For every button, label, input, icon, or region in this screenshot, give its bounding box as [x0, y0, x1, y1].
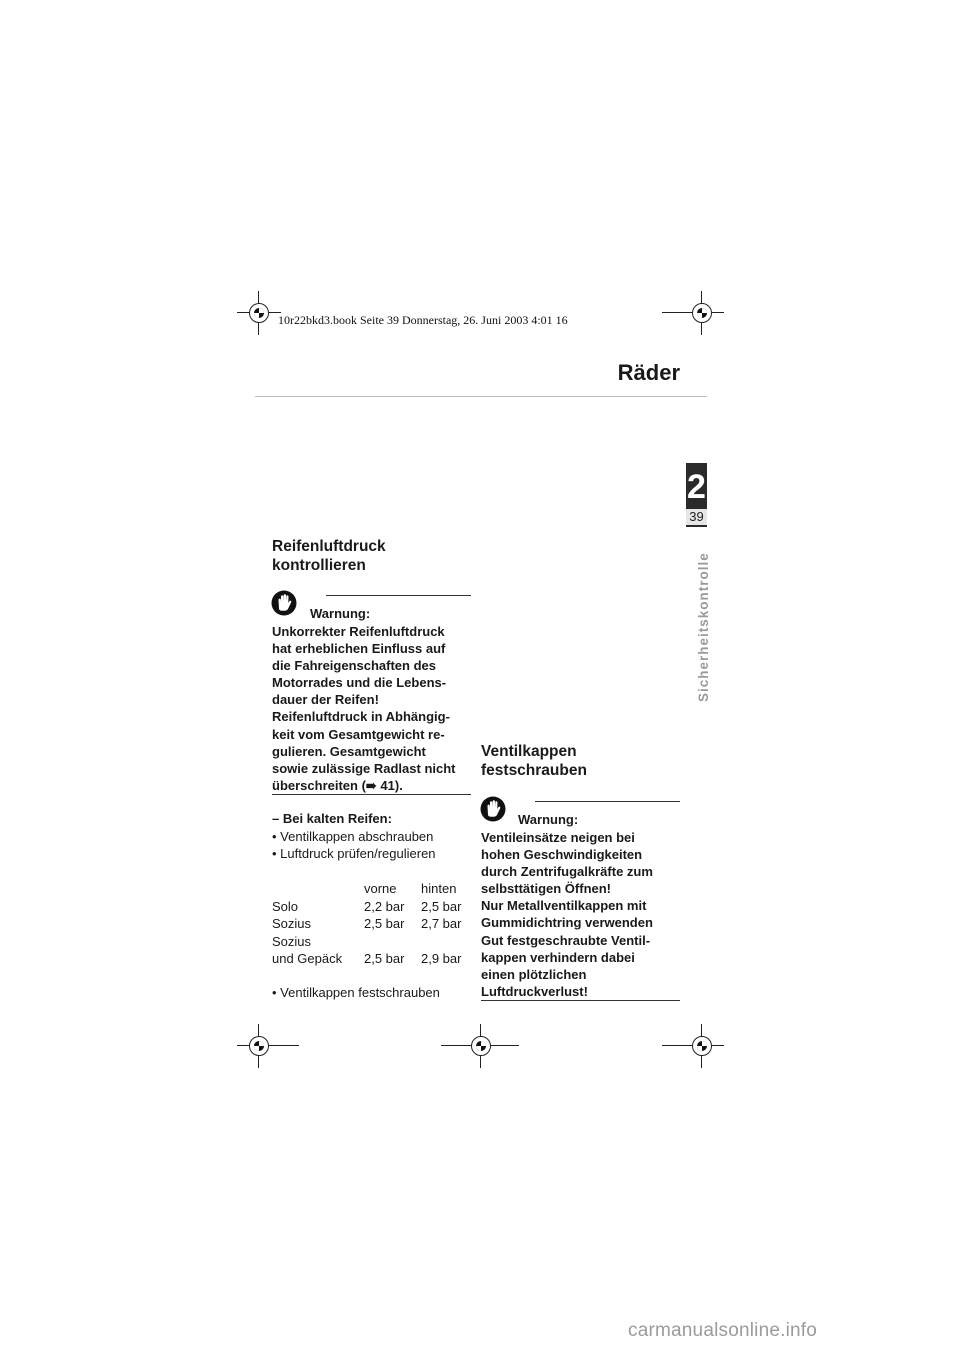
- warning-top-rule: [535, 801, 680, 802]
- registration-mark-icon: [459, 1024, 503, 1068]
- warning-line: Luftdruckverlust!: [481, 983, 588, 999]
- chapter-number: 2: [687, 468, 706, 506]
- table-cell: 2,9 bar: [421, 951, 462, 966]
- heading-line: kontrollieren: [272, 557, 366, 574]
- registration-line: 10r22bkd3.book Seite 39 Donnerstag, 26. Juni 2003 4:01 16: [278, 313, 568, 327]
- warning-line: durch Zentrifugalkräfte zum: [481, 864, 653, 880]
- warning-bottom-rule: [272, 794, 471, 795]
- crop-line: [662, 1045, 680, 1046]
- registration-mark-icon: [680, 291, 724, 335]
- warning-line: hat erheblichen Einfluss auf: [272, 641, 446, 657]
- warning-bottom-rule: [481, 1000, 680, 1001]
- warning-line: Unkorrekter Reifenluftdruck: [272, 624, 445, 639]
- crop-line: [441, 1045, 459, 1046]
- chapter-side-label: Sicherheitskontrolle: [696, 552, 711, 702]
- title-rule: [255, 396, 707, 397]
- warning-line: überschreiten (➠ 41).: [272, 777, 403, 793]
- crop-line: [281, 1045, 299, 1046]
- table-cell: und Gepäck: [272, 951, 343, 966]
- table-cell: Solo: [272, 898, 299, 914]
- warning-line: Ventileinsätze neigen bei: [481, 830, 635, 845]
- table-cell: 2,5 bar: [421, 898, 462, 914]
- heading-line: Reifenluftdruck: [272, 538, 386, 555]
- table-header-rear: hinten: [421, 881, 457, 896]
- cold-tyres-subheading: – Bei kalten Reifen:: [272, 811, 392, 826]
- warning-line: sowie zulässige Radlast nicht: [272, 760, 456, 776]
- warning-line: hohen Geschwindigkeiten: [481, 847, 643, 863]
- section-heading-tyre-pressure: [272, 537, 386, 575]
- step-item: • Luftdruck prüfen/regulieren: [272, 846, 436, 861]
- warning-line: kappen verhindern dabei: [481, 949, 635, 965]
- step-item: • Ventilkappen abschrauben: [272, 828, 434, 844]
- warning-label: Warnung:: [310, 606, 371, 621]
- warning-text-tyre-pressure: [272, 623, 456, 794]
- warning-line: Nur Metallventilkappen mit: [481, 898, 647, 914]
- table-cell: 2,2 bar: [364, 898, 405, 914]
- warning-line: einen plötzlichen: [481, 966, 587, 982]
- table-cell: 2,7 bar: [421, 916, 462, 931]
- warning-line: selbsttätigen Öffnen!: [481, 881, 612, 897]
- heading-line: Ventilkappen: [481, 743, 577, 760]
- registration-mark-icon: [237, 1024, 281, 1068]
- stop-hand-icon: [480, 795, 506, 823]
- heading-line: festschrauben: [481, 762, 587, 779]
- table-header-front: vorne: [364, 881, 397, 896]
- page-number: 39: [686, 509, 707, 525]
- warning-top-rule: [326, 595, 471, 596]
- section-heading-valve-caps: [481, 742, 587, 780]
- crop-line: [503, 1045, 519, 1046]
- warning-line: keit vom Gesamtgewicht re-: [272, 726, 445, 742]
- warning-line: Motorrades und die Lebens-: [272, 675, 447, 691]
- step-item: • Ventilkappen festschrauben: [272, 985, 440, 1000]
- warning-line: die Fahreigenschaften des: [272, 658, 436, 674]
- warning-line: Gummidichtring verwenden: [481, 915, 653, 931]
- warning-text-valve-caps: [481, 829, 653, 1000]
- table-cell: 2,5 bar: [364, 951, 405, 966]
- table-cell: Sozius: [272, 933, 312, 949]
- table-cell: Sozius: [272, 916, 312, 931]
- stop-hand-icon: [271, 589, 297, 617]
- warning-line: dauer der Reifen!: [272, 692, 379, 708]
- page-title: Räder: [617, 360, 680, 385]
- registration-mark-icon: [237, 291, 281, 335]
- warning-line: Gut festgeschraubte Ventil-: [481, 932, 651, 948]
- registration-mark-icon: [680, 1024, 724, 1068]
- warning-label: Warnung:: [518, 812, 579, 827]
- instructions-cold-tyres: [272, 810, 436, 863]
- crop-line: [662, 312, 680, 313]
- watermark: carmanualsonline.info: [628, 1320, 818, 1341]
- warning-line: gulieren. Gesamtgewicht: [272, 743, 426, 759]
- final-step: [272, 984, 440, 1002]
- warning-line: Reifenluftdruck in Abhängig-: [272, 709, 450, 725]
- table-cell: 2,5 bar: [364, 916, 405, 931]
